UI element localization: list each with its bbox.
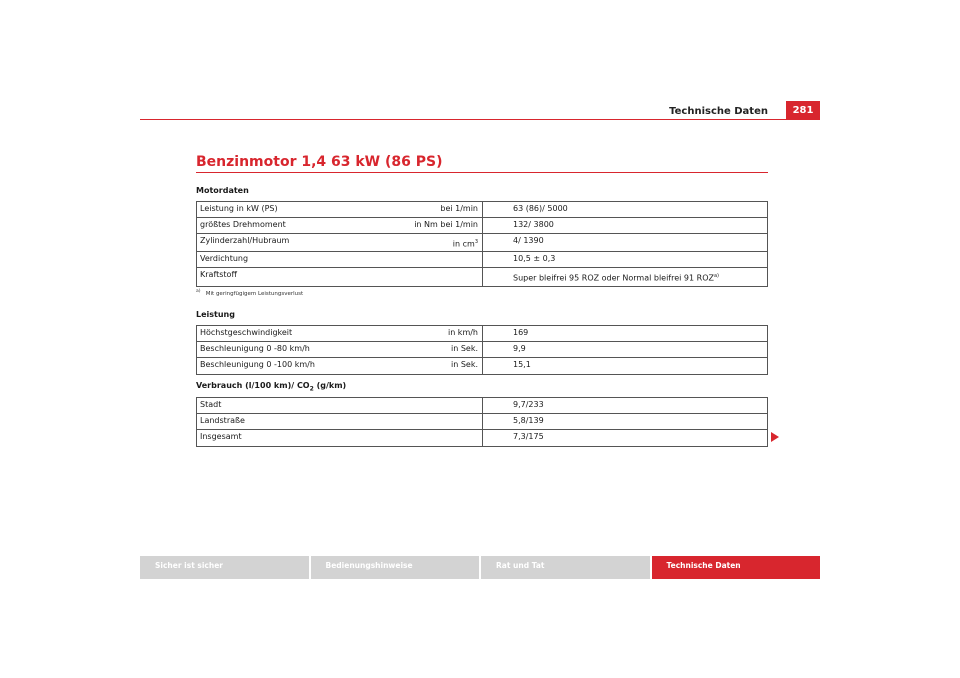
table-row [197,268,767,286]
motordaten-heading: Motordaten [196,186,249,195]
footnote [196,289,303,297]
heading-part: (g/km) [313,381,347,390]
unit-text: in cm [452,239,475,249]
header-divider [140,119,820,120]
row-unit: in Sek. [367,342,483,357]
verbrauch-table [196,397,768,447]
row-value: 7,3/175 [513,432,544,441]
row-unit [367,252,483,267]
footnote-mark: a) [196,289,201,294]
table-row [197,252,767,268]
heading-part: Verbrauch (l/100 km)/ CO [196,381,310,390]
row-label: Stadt [200,400,222,409]
tab-bedienungshinweise[interactable]: Bedienungshinweise [311,556,480,579]
row-label: Leistung in kW (PS) [200,204,278,213]
row-label: Beschleunigung 0 -80 km/h [200,344,310,353]
header-section-title: Technische Daten [669,106,768,117]
tab-technische-daten[interactable]: Technische Daten [652,556,821,579]
row-value: 10,5 ± 0,3 [513,254,556,263]
row-value: 5,8/139 [513,416,544,425]
table-row [197,202,767,218]
table-row [197,234,767,252]
table-row [197,430,767,446]
row-label: Zylinderzahl/Hubraum [200,236,290,245]
table-row [197,342,767,358]
footnote-reference: a) [713,273,719,279]
leistung-heading: Leistung [196,310,235,319]
row-label: Kraftstoff [200,270,237,279]
page-title: Benzinmotor 1,4 63 kW (86 PS) [196,154,443,170]
row-unit [367,430,483,446]
tab-rat-und-tat[interactable]: Rat und Tat [481,556,650,579]
row-label: Beschleunigung 0 -100 km/h [200,360,315,369]
row-value: 63 (86)/ 5000 [513,204,568,213]
row-unit [367,234,483,251]
leistung-table [196,325,768,375]
row-value: 15,1 [513,360,531,369]
row-unit [367,398,483,413]
row-label: Landstraße [200,416,245,425]
row-label: Verdichtung [200,254,249,263]
footnote-text: Mit geringfügigem Leistungsverlust [205,290,304,297]
tab-sicher-ist-sicher[interactable]: Sicher ist sicher [140,556,309,579]
row-value: 132/ 3800 [513,220,554,229]
verbrauch-heading [196,381,346,393]
row-unit [367,268,483,286]
row-label: Höchstgeschwindigkeit [200,328,293,337]
footer-nav [140,556,820,579]
row-value [483,268,767,286]
row-value: 9,9 [513,344,526,353]
row-unit: in km/h [367,326,483,341]
row-value: 169 [513,328,529,337]
row-value: 4/ 1390 [513,236,544,245]
continue-arrow-icon[interactable] [771,432,779,442]
table-row [197,218,767,234]
title-divider [196,172,768,173]
value-text: Super bleifrei 95 ROZ oder Normal bleifrei 91 ROZ [513,273,714,283]
table-row [197,358,767,374]
heading-subscript: 2 [309,385,314,393]
row-unit [367,414,483,429]
row-value: 9,7/233 [513,400,544,409]
page-number: 281 [786,101,820,120]
motordaten-table [196,201,768,287]
row-unit: in Nm bei 1/min [367,218,483,233]
table-row [197,326,767,342]
row-label: Insgesamt [200,432,242,441]
unit-superscript: 3 [474,239,478,245]
table-row [197,398,767,414]
row-label: größtes Drehmoment [200,220,286,229]
row-unit: in Sek. [367,358,483,374]
row-unit: bei 1/min [367,202,483,217]
table-row [197,414,767,430]
